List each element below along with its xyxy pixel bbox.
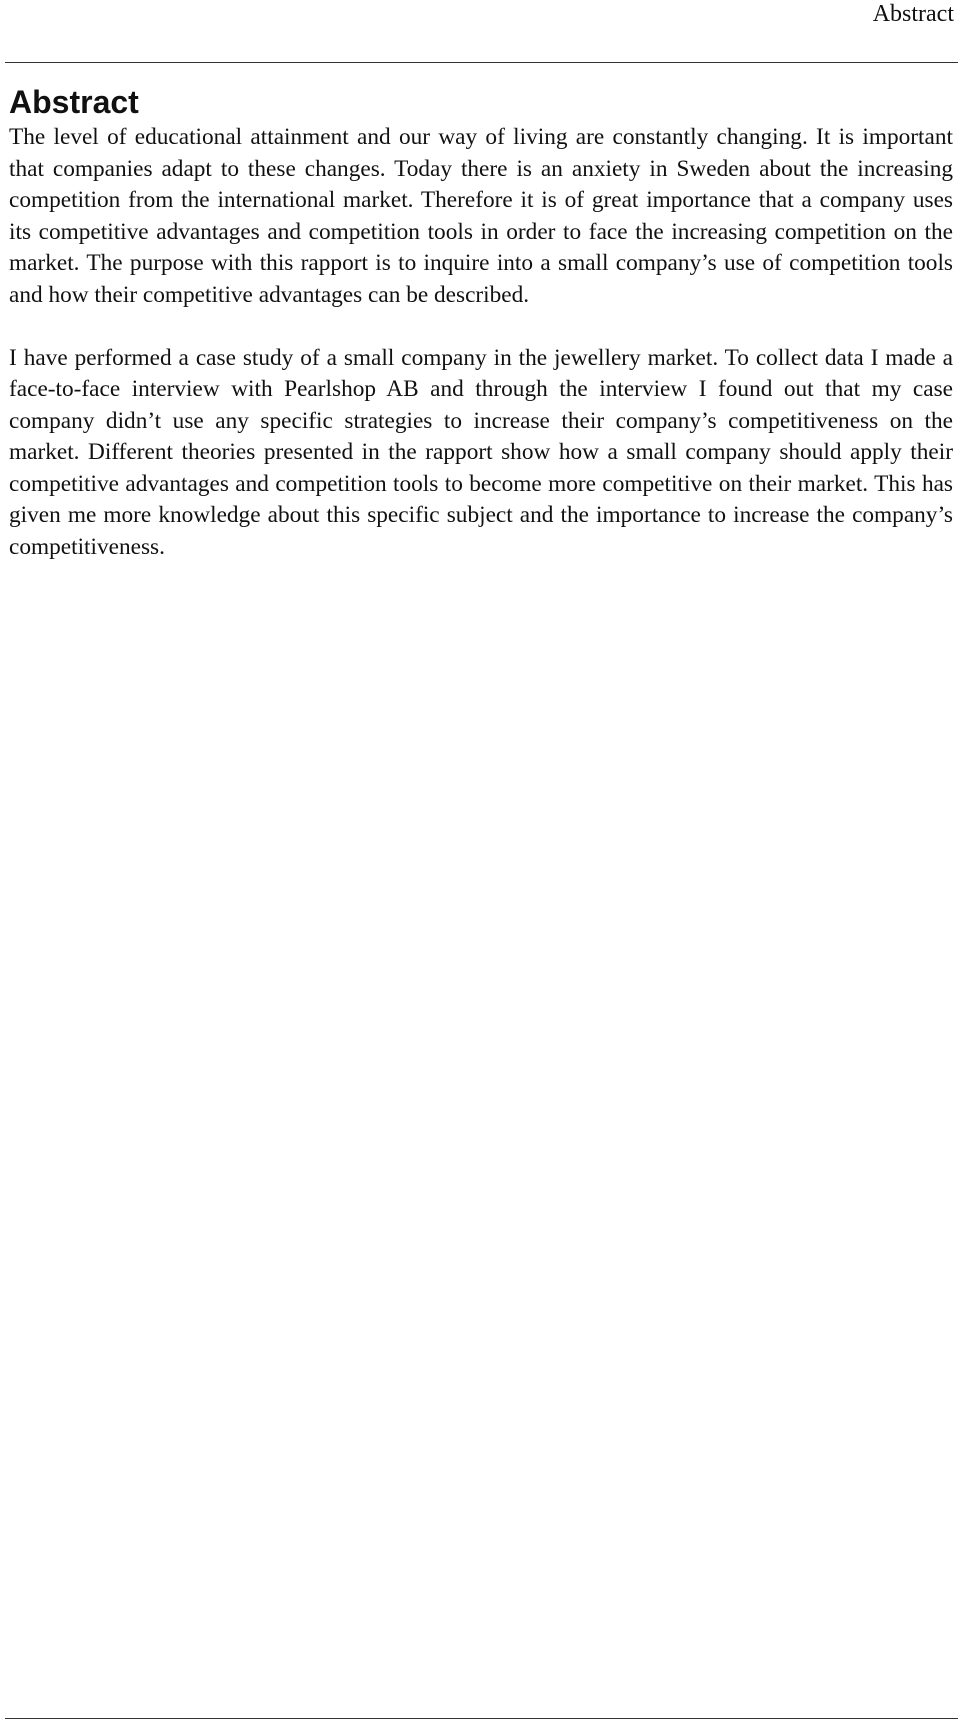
header-rule — [5, 62, 958, 63]
paragraph-2: I have performed a case study of a small company in the jewellery market. To collect data I made a face-to-face interview with Pearlshop AB and through the interview I found out that my case company didn’t use any specific strategies to increase their company’s competitiveness on the market. Different theories presented in the rapport show how a small company should apply their competitive advantages and competition tools to become more competitive on their market. This has given me more knowledge about this specific subject and the importance to increase the company’s competitiveness. — [9, 344, 953, 560]
running-header: Abstract — [872, 1, 954, 27]
paragraph-1: The level of educational attainment and our way of living are constantly changing. It is important that companies adapt to these changes. Today there is an anxiety in Sweden about the increasing competition from the international market. Therefore it is of great importance that a company uses its competitive advantages and competition tools in order to face the increasing competition on the market. The purpose with this rapport is to inquire into a small company’s use of competition tools and how their competitive advantages can be described. — [9, 124, 953, 308]
footer-rule — [5, 1718, 958, 1719]
section-heading: Abstract — [9, 84, 139, 120]
abstract-section — [9, 82, 953, 563]
